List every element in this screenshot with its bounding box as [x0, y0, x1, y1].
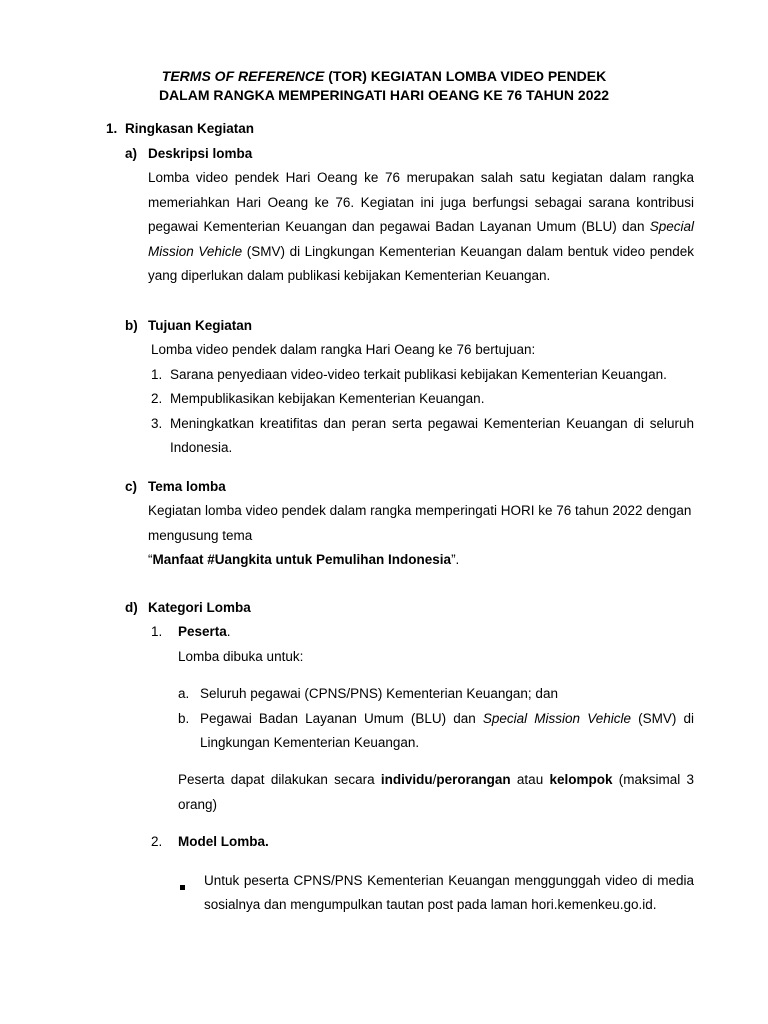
goal-3-text: Meningkatkan kreatifitas dan peran serta pegawai Kementerian Keuangan di seluruh [170, 416, 694, 431]
note-perorangan: perorangan [436, 772, 511, 787]
section-1-number: 1. [106, 121, 118, 136]
subsection-b-heading: Tujuan Kegiatan [148, 318, 253, 333]
subsection-a-label: a) [125, 146, 138, 161]
doc-title-line2: DALAM RANGKA MEMPERINGATI HARI OEANG KE 76 TAHUN 2022 [158, 87, 610, 103]
desc-line-3-italic: Special [649, 219, 694, 234]
subsection-a-heading: Deskripsi lomba [148, 146, 253, 161]
note-text-1: Peserta dapat dilakukan secara [178, 772, 381, 787]
subsection-c-label: c) [125, 479, 138, 494]
participant-b-label: b. [178, 711, 190, 726]
subsection-c-heading: Tema lomba [148, 479, 226, 494]
participant-a-text: Seluruh pegawai (CPNS/PNS) Kementerian Keuangan; dan [200, 686, 558, 701]
participant-b-text-1: Pegawai Badan Layanan Umum (BLU) dan [200, 711, 483, 726]
note-slash: / [432, 772, 437, 787]
model-bullet-1: Untuk peserta CPNS/PNS Kementerian Keuangan menggunggah video di media [204, 873, 694, 888]
participants-note-continued: orang) [178, 797, 218, 812]
section-1-heading: Ringkasan Kegiatan [125, 121, 255, 136]
model-bullet-1-continued: sosialnya dan mengumpulkan tautan post pada laman hori.kemenkeu.go.id. [204, 897, 657, 912]
goal-1-text: Sarana penyediaan video-video terkait publikasi kebijakan Kementerian Keuangan. [170, 367, 667, 382]
desc-line-1: Lomba video pendek Hari Oeang ke 76 merupakan salah satu kegiatan dalam rangka [148, 170, 694, 185]
participant-b-text [200, 711, 694, 726]
participants-intro: Lomba dibuka untuk: [178, 649, 304, 664]
goal-1-number: 1. [151, 367, 163, 382]
title-italic: TERMS OF REFERENCE [161, 68, 325, 84]
theme-quote-open: “ [148, 552, 153, 567]
category-2-number: 2. [151, 834, 163, 849]
subsection-d-heading: Kategori Lomba [148, 600, 251, 615]
desc-line-4 [148, 244, 694, 259]
subsection-d-label: d) [125, 600, 138, 615]
note-text-2: atau [510, 772, 550, 787]
goal-2-text: Mempublikasikan kebijakan Kementerian Keuangan. [170, 391, 485, 406]
goals-intro: Lomba video pendek dalam rangka Hari Oeang ke 76 bertujuan: [151, 342, 536, 357]
participant-a-label: a. [178, 686, 190, 701]
theme-quote-close: ”. [451, 552, 460, 567]
goal-2-number: 2. [151, 391, 163, 406]
category-1-heading [178, 624, 231, 639]
desc-line-4-text: (SMV) di Lingkungan Kementerian Keuangan dalam bentuk video pendek [242, 244, 694, 259]
theme-line-1: Kegiatan lomba video pendek dalam rangka memperingati HORI ke 76 tahun 2022 dengan [148, 503, 692, 518]
theme-quote [148, 552, 459, 567]
goal-3-number: 3. [151, 416, 163, 431]
participant-b-continued: Lingkungan Kementerian Keuangan. [200, 735, 420, 750]
desc-line-2: memeriahkan Hari Oeang ke 76. Kegiatan ini juga berfungsi sebagai sarana kontribusi [148, 195, 694, 210]
participants-heading-suffix: . [226, 624, 231, 639]
theme-line-2: mengusung tema [148, 528, 253, 543]
desc-line-4-italic: Mission Vehicle [148, 244, 243, 259]
participants-note [178, 772, 694, 787]
category-1-number: 1. [151, 624, 163, 639]
square-bullet-icon [180, 878, 185, 893]
participant-b-text-2: (SMV) di [630, 711, 694, 726]
desc-line-5: yang diperlukan dalam publikasi kebijakan Kementerian Keuangan. [148, 268, 551, 283]
model-heading: Model Lomba. [178, 834, 269, 849]
theme-title: Manfaat #Uangkita untuk Pemulihan Indonesia [152, 552, 452, 567]
note-kelompok: kelompok [549, 772, 613, 787]
doc-title-line1 [0, 68, 768, 84]
participant-b-italic: Special Mission Vehicle [482, 711, 631, 726]
title-rest: (TOR) KEGIATAN LOMBA VIDEO PENDEK [324, 68, 607, 84]
subsection-b-label: b) [125, 318, 138, 333]
desc-line-3 [148, 219, 694, 234]
desc-line-3-text: pegawai Kementerian Keuangan dan pegawai Badan Layanan Umum (BLU) dan [148, 219, 650, 234]
note-text-3: (maksimal 3 [612, 772, 694, 787]
goal-3-continued: Indonesia. [170, 440, 233, 455]
note-individu: individu [380, 772, 433, 787]
participants-heading: Peserta [178, 624, 227, 639]
